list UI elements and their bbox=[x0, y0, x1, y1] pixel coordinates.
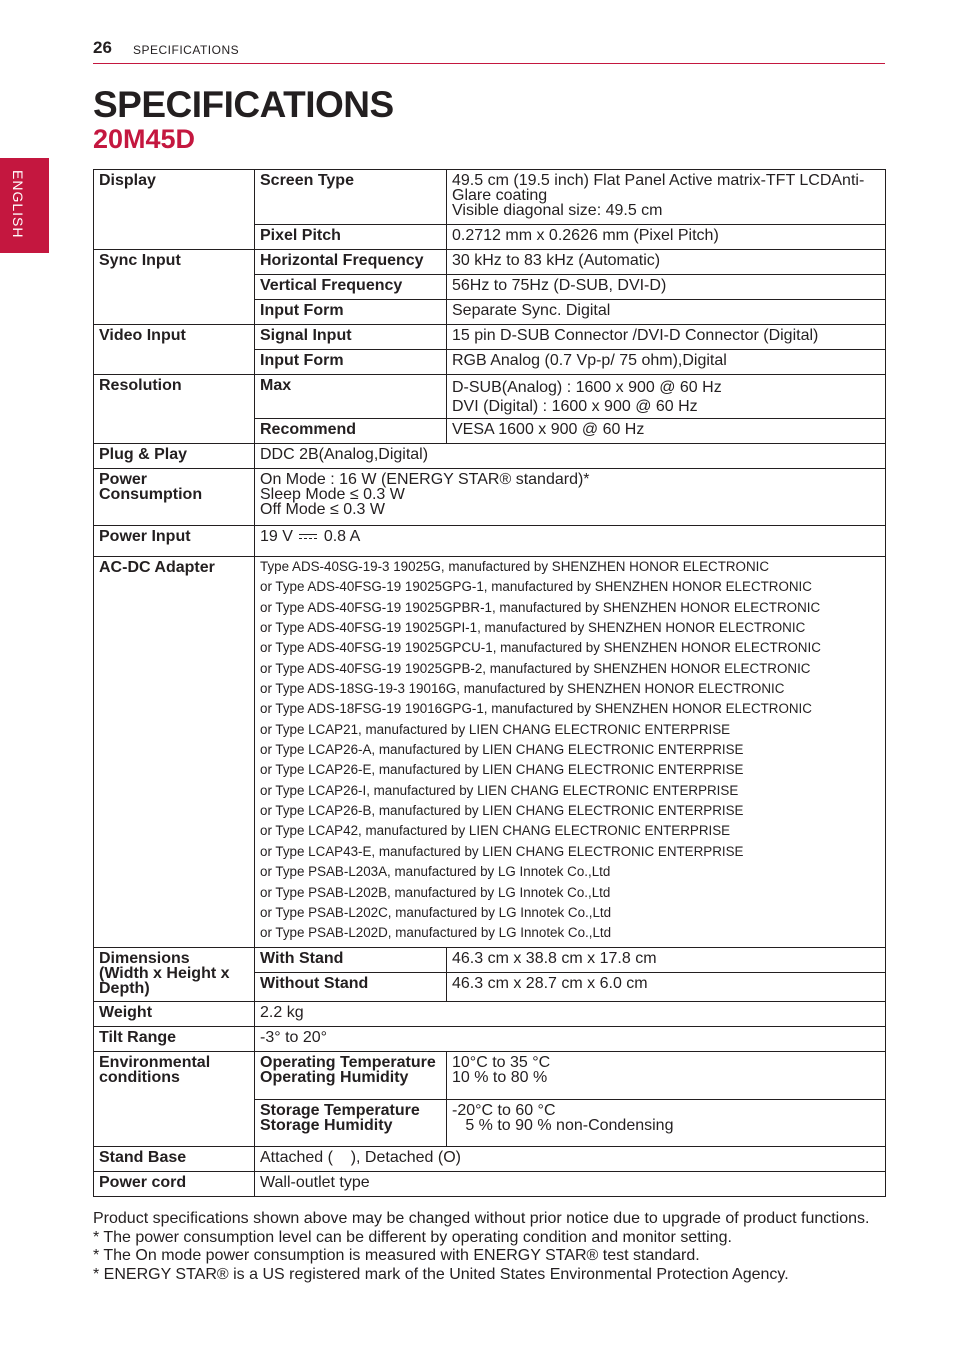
value-without-stand: 46.3 cm x 28.7 cm x 6.0 cm bbox=[447, 973, 886, 1002]
label-horizontal-frequency: Horizontal Frequency bbox=[255, 250, 447, 275]
page-title: SPECIFICATIONS bbox=[93, 84, 394, 125]
table-row bbox=[94, 1147, 886, 1172]
label-operating: Operating Temperature Operating Humidity bbox=[255, 1052, 447, 1100]
adapter-list-item: or Type PSAB-L203A, manufactured by LG Innotek Co.,Ltd bbox=[260, 864, 611, 880]
value-signal-input: 15 pin D-SUB Connector /DVI-D Connector (Digital) bbox=[447, 325, 886, 350]
adapter-list-item: Type ADS-40SG-19-3 19025G, manufactured by SHENZHEN HONOR ELECTRONIC bbox=[260, 559, 770, 574]
table-row bbox=[94, 526, 886, 557]
table-row bbox=[94, 1172, 886, 1197]
adapter-list-item: or Type ADS-40FSG-19 19025GPG-1, manufactured by SHENZHEN HONOR ELECTRONIC bbox=[260, 579, 812, 595]
category-resolution: Resolution bbox=[94, 375, 255, 444]
table-row bbox=[94, 325, 886, 350]
category-video-input: Video Input bbox=[94, 325, 255, 375]
table-row bbox=[94, 469, 886, 526]
adapter-list-item: or Type ADS-40FSG-19 19025GPI-1, manufactured by SHENZHEN HONOR ELECTRONIC bbox=[260, 620, 806, 636]
model-name: 20M45D bbox=[93, 124, 196, 154]
table-row bbox=[94, 948, 886, 973]
value-horizontal-frequency: 30 kHz to 83 kHz (Automatic) bbox=[447, 250, 886, 275]
label-screen-type: Screen Type bbox=[255, 170, 447, 225]
category-power-consumption: Power Consumption bbox=[94, 469, 255, 526]
adapter-list-item: or Type PSAB-L202D, manufactured by LG Innotek Co.,Ltd bbox=[260, 925, 612, 941]
value-with-stand: 46.3 cm x 38.8 cm x 17.8 cm bbox=[447, 948, 886, 973]
value-vertical-frequency: 56Hz to 75Hz (D-SUB, DVI-D) bbox=[447, 275, 886, 300]
adapter-list-item: or Type LCAP26-A, manufactured by LIEN CHANG ELECTRONIC ENTERPRISE bbox=[260, 742, 744, 758]
category-display: Display bbox=[94, 170, 255, 250]
label-pixel-pitch: Pixel Pitch bbox=[255, 225, 447, 250]
table-row bbox=[94, 375, 886, 419]
table-row bbox=[94, 557, 886, 948]
adapter-list-item: or Type LCAP21, manufactured by LIEN CHANG ELECTRONIC ENTERPRISE bbox=[260, 721, 731, 737]
spec-table bbox=[93, 169, 886, 1197]
category-ac-dc-adapter: AC-DC Adapter bbox=[94, 557, 255, 948]
value-max: D-SUB(Analog) : 1600 x 900 @ 60 Hz DVI (Digital) : 1600 x 900 @ 60 Hz bbox=[447, 375, 886, 419]
footnotes bbox=[93, 1210, 885, 1284]
adapter-list-item: or Type LCAP26-I, manufactured by LIEN CHANG ELECTRONIC ENTERPRISE bbox=[260, 782, 739, 798]
adapter-list-item: or Type ADS-40FSG-19 19025GPB-2, manufactured by SHENZHEN HONOR ELECTRONIC bbox=[260, 660, 811, 676]
label-without-stand: Without Stand bbox=[255, 973, 447, 1002]
label-with-stand: With Stand bbox=[255, 948, 447, 973]
category-power-input: Power Input bbox=[94, 526, 255, 557]
label-sync-input-form: Input Form bbox=[255, 300, 447, 325]
category-dimensions: Dimensions (Width x Height x Depth) bbox=[94, 948, 255, 1002]
value-operating: 10°C to 35 °C 10 % to 80 % bbox=[447, 1052, 886, 1100]
table-row bbox=[94, 1027, 886, 1052]
category-sync-input: Sync Input bbox=[94, 250, 255, 325]
note-text: Product specifications shown above may be changed without prior notice due to upgrade of product functions. bbox=[93, 1210, 870, 1227]
table-row bbox=[94, 444, 886, 469]
adapter-list-item: or Type LCAP26-B, manufactured by LIEN CHANG ELECTRONIC ENTERPRISE bbox=[260, 803, 744, 819]
label-vertical-frequency: Vertical Frequency bbox=[255, 275, 447, 300]
value-screen-type: 49.5 cm (19.5 inch) Flat Panel Active matrix-TFT LCDAnti- Glare coating Visible diagonal size: 49.5 cm bbox=[447, 170, 886, 225]
note-text: * The power consumption level can be different by operating condition and monitor setting. bbox=[93, 1228, 732, 1246]
page-header bbox=[93, 38, 885, 64]
value-ac-dc-adapter bbox=[255, 557, 886, 948]
category-environmental: Environmental conditions bbox=[94, 1052, 255, 1147]
language-label: ENGLISH bbox=[10, 170, 26, 239]
label-recommend: Recommend bbox=[255, 419, 447, 444]
adapter-list-item: or Type ADS-18SG-19-3 19016G, manufactured by SHENZHEN HONOR ELECTRONIC bbox=[260, 681, 785, 697]
category-tilt-range: Tilt Range bbox=[94, 1027, 255, 1052]
category-stand-base: Stand Base bbox=[94, 1147, 255, 1172]
value-storage: -20°C to 60 °C 5 % to 90 % non-Condensing bbox=[447, 1100, 886, 1147]
adapter-list-item: or Type PSAB-L202C, manufactured by LG Innotek Co.,Ltd bbox=[260, 904, 612, 920]
value-power-consumption: On Mode : 16 W (ENERGY STAR® standard)* Sleep Mode ≤ 0.3 W Off Mode ≤ 0.3 W bbox=[255, 469, 886, 526]
value-pixel-pitch: 0.2712 mm x 0.2626 mm (Pixel Pitch) bbox=[447, 225, 886, 250]
table-row bbox=[94, 250, 886, 275]
adapter-list-item: or Type LCAP26-E, manufactured by LIEN CHANG ELECTRONIC ENTERPRISE bbox=[260, 762, 744, 778]
adapter-list-item: or Type ADS-40FSG-19 19025GPBR-1, manufactured by SHENZHEN HONOR ELECTRONIC bbox=[260, 599, 821, 615]
note-text: * The On mode power consumption is measured with ENERGY STAR® test standard. bbox=[93, 1247, 700, 1264]
adapter-list-item: or Type PSAB-L202B, manufactured by LG Innotek Co.,Ltd bbox=[260, 884, 611, 900]
table-row bbox=[94, 1052, 886, 1100]
adapter-list-item: or Type ADS-18FSG-19 19016GPG-1, manufactured by SHENZHEN HONOR ELECTRONIC bbox=[260, 701, 812, 717]
category-power-cord: Power cord bbox=[94, 1172, 255, 1197]
language-side-tab bbox=[0, 158, 49, 253]
value-power-input: 19 V 0.8 A bbox=[255, 526, 886, 557]
value-tilt-range: -3° to 20° bbox=[255, 1027, 886, 1052]
dc-symbol-icon bbox=[299, 533, 317, 541]
table-row bbox=[94, 1002, 886, 1027]
value-stand-base: Attached ( ), Detached (O) bbox=[255, 1147, 886, 1172]
value-weight: 2.2 kg bbox=[255, 1002, 886, 1027]
label-signal-input: Signal Input bbox=[255, 325, 447, 350]
adapter-list-item: or Type LCAP43-E, manufactured by LIEN CHANG ELECTRONIC ENTERPRISE bbox=[260, 843, 744, 859]
category-plug-play: Plug & Play bbox=[94, 444, 255, 469]
value-recommend: VESA 1600 x 900 @ 60 Hz bbox=[447, 419, 886, 444]
adapter-list-item: or Type LCAP42, manufactured by LIEN CHANG ELECTRONIC ENTERPRISE bbox=[260, 823, 731, 839]
label-max: Max bbox=[255, 375, 447, 419]
value-video-input-form: RGB Analog (0.7 Vp-p/ 75 ohm),Digital bbox=[447, 350, 886, 375]
value-power-cord: Wall-outlet type bbox=[255, 1172, 886, 1197]
adapter-list-item: or Type ADS-40FSG-19 19025GPCU-1, manufactured by SHENZHEN HONOR ELECTRONIC bbox=[260, 640, 821, 656]
label-video-input-form: Input Form bbox=[255, 350, 447, 375]
table-row bbox=[94, 170, 886, 225]
value-sync-input-form: Separate Sync. Digital bbox=[447, 300, 886, 325]
label-storage: Storage Temperature Storage Humidity bbox=[255, 1100, 447, 1147]
note-text: * ENERGY STAR® is a US registered mark of the United States Environmental Protection Agency. bbox=[93, 1265, 789, 1283]
value-plug-play: DDC 2B(Analog,Digital) bbox=[255, 444, 886, 469]
category-weight: Weight bbox=[94, 1002, 255, 1027]
page-number: 26 bbox=[93, 38, 112, 57]
header-section-title: SPECIFICATIONS bbox=[133, 43, 240, 57]
